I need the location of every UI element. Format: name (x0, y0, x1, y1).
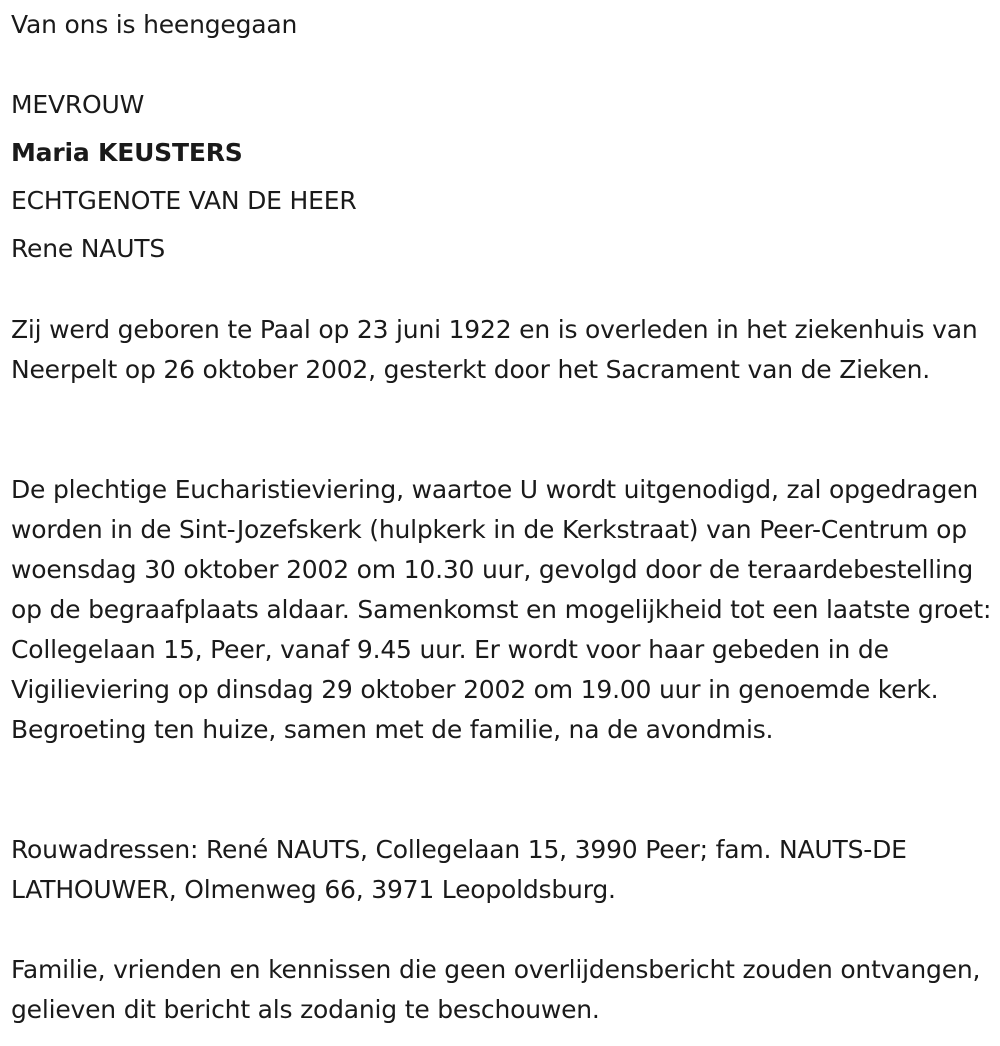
spouse-name: Rene NAUTS (11, 234, 166, 263)
paragraph-birth-death: Zij werd geboren te Paal op 23 juni 1922 en is overleden in het ziekenhuis van Neerpelt op 26 oktober 2002, gesterkt door het Sacrament van de Zieken. (11, 315, 978, 384)
title-prefix: MEVROUW (11, 90, 145, 119)
paragraph-addresses: Rouwadressen: René NAUTS, Collegelaan 15, 3990 Peer; fam. NAUTS-DE LATHOUWER, Olmenweg 66, 3971 Leopoldsburg. (11, 835, 907, 904)
paragraph-notice: Familie, vrienden en kennissen die geen overlijdensbericht zouden ontvangen, gelieven dit bericht als zodanig te beschouwen. (11, 955, 981, 1024)
relation-line: ECHTGENOTE VAN DE HEER (11, 186, 357, 215)
deceased-name: Maria KEUSTERS (11, 138, 243, 167)
intro-line: Van ons is heengegaan (11, 10, 298, 39)
paragraph-ceremony: De plechtige Eucharistieviering, waartoe U wordt uitgenodigd, zal opgedragen worden in de Sint-Jozefskerk (hulpkerk in de Kerkstraat) van Peer-Centrum op woensdag 30 oktober 2002 om 10.30 uur, gevolgd door de teraardebestelling op de begraafplaats aldaar. Samenkomst en mogelijkheid tot een laatste groet: Collegelaan 15, Peer, vanaf 9.45 uur. Er wordt voor haar gebeden in de Vigilieviering op dinsdag 29 oktober 2002 om 19.00 uur in genoemde kerk. Begroeting ten huize, samen met de familie, na de avondmis. (11, 475, 992, 744)
